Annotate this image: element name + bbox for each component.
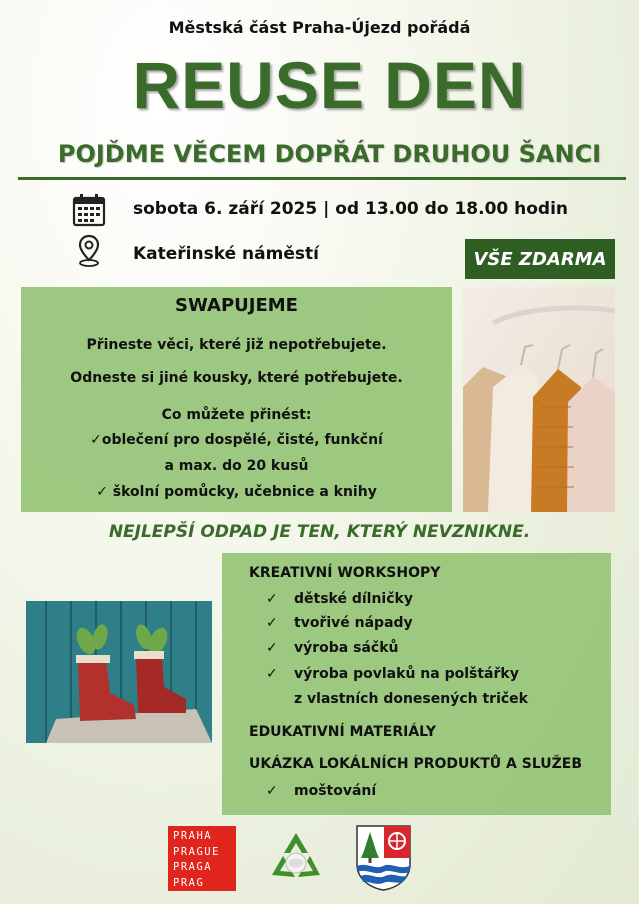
workshop-item: ✓ tvořivé nápady [266, 615, 413, 631]
check-icon: ✓ [266, 591, 278, 607]
poster-title: REUSE DEN [132, 48, 527, 122]
swap-heading: SWAPUJEME [175, 295, 298, 316]
map-pin-icon [77, 234, 101, 268]
swap-take-text: Odneste si jiné kousky, které potřebujete. [70, 370, 403, 386]
swap-bring-text: Přineste věci, které již nepotřebujete. [86, 337, 387, 353]
products-heading: UKÁZKA LOKÁLNÍCH PRODUKTŮ A SLUŽEB [249, 756, 583, 772]
coat-of-arms-icon [355, 824, 412, 892]
poster-subtitle: POJĎME VĚCEM DOPŘÁT DRUHOU ŠANCI [57, 140, 602, 168]
workshop-item-continuation: z vlastních donesených triček [294, 691, 528, 707]
event-place: Kateřinské náměstí [133, 244, 319, 264]
calendar-icon [72, 193, 106, 227]
check-icon: ✓ [266, 666, 278, 682]
materials-heading: EDUKATIVNÍ MATERIÁLY [249, 724, 437, 740]
recycle-logo-icon [264, 827, 328, 891]
swap-item-clothes-limit: a max. do 20 kusů [164, 458, 309, 474]
boots-planter-photo [26, 601, 212, 743]
check-icon: ✓ [266, 640, 278, 656]
products-item: ✓ moštování [266, 783, 377, 799]
swap-item-clothes: ✓oblečení pro dospělé, čisté, funkční [90, 432, 383, 448]
clothes-rack-photo [463, 287, 615, 512]
workshop-item: ✓ výroba sáčků [266, 640, 399, 656]
workshops-heading: KREATIVNÍ WORKSHOPY [249, 565, 441, 581]
workshop-item: ✓ dětské dílničky [266, 591, 413, 607]
check-icon: ✓ [266, 615, 278, 631]
motto-text: NEJLEPŠÍ ODPAD JE TEN, KTERÝ NEVZNIKNE. [108, 522, 531, 542]
swap-panel [21, 287, 452, 512]
free-badge: VŠE ZDARMA [465, 239, 615, 279]
check-icon: ✓ [266, 783, 278, 799]
swap-item-school: ✓ školní pomůcky, učebnice a knihy [96, 484, 377, 500]
divider [18, 177, 626, 180]
praha-logo: PRAHA PRAGUE PRAGA PRAG [168, 826, 236, 891]
organizer-line: Městská část Praha-Újezd pořádá [168, 18, 471, 37]
event-date-time: sobota 6. září 2025 | od 13.00 do 18.00 hodin [133, 199, 569, 219]
workshop-item: ✓ výroba povlaků na polštářky [266, 666, 519, 682]
swap-bring-heading: Co můžete přinést: [161, 407, 312, 423]
